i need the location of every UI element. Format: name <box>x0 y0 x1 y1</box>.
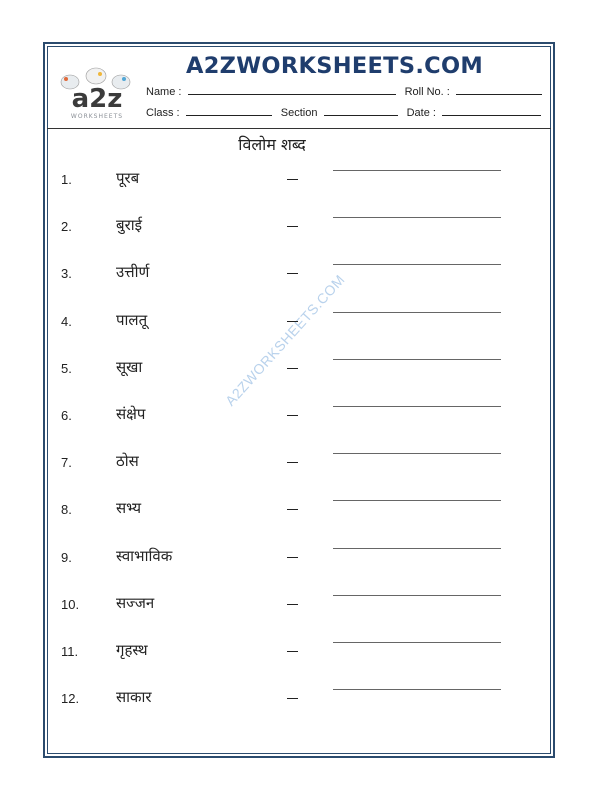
roll-field[interactable] <box>456 85 542 95</box>
answer-line[interactable] <box>333 453 501 454</box>
question-dash <box>287 509 298 510</box>
watermark: A2ZWORKSHEETS.COM <box>222 271 348 409</box>
question-word: साकार <box>116 688 152 707</box>
question-number: 8. <box>61 502 72 518</box>
question-number: 7. <box>61 455 72 471</box>
question-dash <box>287 273 298 274</box>
answer-line[interactable] <box>333 548 501 549</box>
question-dash <box>287 415 298 416</box>
site-title: A2ZWORKSHEETS.COM <box>186 53 484 79</box>
question-word: बुराई <box>116 216 142 235</box>
question-dash <box>287 604 298 605</box>
section-label: Section <box>280 107 318 119</box>
logo-tagline: WORKSHEETS <box>70 113 124 120</box>
question-word: ठोस <box>116 452 139 471</box>
question-word: पालतू <box>116 310 148 329</box>
header-divider <box>47 128 551 129</box>
question-dash <box>287 698 298 699</box>
question-number: 9. <box>61 549 72 565</box>
question-dash <box>287 462 298 463</box>
question-dash <box>287 179 298 180</box>
question-dash <box>287 368 298 369</box>
name-field[interactable] <box>188 85 396 95</box>
question-number: 3. <box>61 266 72 282</box>
question-number: 6. <box>61 408 72 423</box>
answer-line[interactable] <box>333 500 501 501</box>
question-word: सभ्य <box>116 499 142 518</box>
question-dash <box>287 557 298 558</box>
answer-line[interactable] <box>333 359 501 360</box>
question-word: उत्तीर्ण <box>116 263 150 282</box>
question-word: सज्जन <box>116 593 155 612</box>
date-field[interactable] <box>442 106 541 116</box>
class-label: Class : <box>146 107 180 119</box>
class-field[interactable] <box>186 106 272 116</box>
logo-text: a2z <box>71 84 123 114</box>
question-word: गृहस्थ <box>116 641 148 659</box>
worksheet-title-wrap <box>0 133 600 155</box>
answer-line[interactable] <box>333 642 501 643</box>
answer-line[interactable] <box>333 217 501 218</box>
date-label: Date : <box>406 107 436 119</box>
worksheet-title: विलोम शब्द <box>238 135 306 154</box>
answer-line[interactable] <box>333 312 501 313</box>
question-word: संक्षेप <box>116 405 146 423</box>
question-word: सूखा <box>116 357 143 376</box>
roll-label: Roll No. : <box>404 86 450 98</box>
question-dash <box>287 651 298 652</box>
question-number: 1. <box>61 172 72 187</box>
question-word: पूरब <box>116 169 140 187</box>
question-word: स्वाभाविक <box>116 546 173 565</box>
question-number: 4. <box>61 313 72 329</box>
question-dash <box>287 226 298 227</box>
answer-line[interactable] <box>333 406 501 407</box>
question-number: 10. <box>61 596 80 612</box>
answer-line[interactable] <box>333 595 501 596</box>
question-number: 11. <box>61 644 79 659</box>
class-section-date-row <box>146 106 541 119</box>
answer-line[interactable] <box>333 689 501 690</box>
question-dash <box>287 321 298 322</box>
name-roll-row <box>146 85 542 98</box>
answer-line[interactable] <box>333 170 501 171</box>
section-field[interactable] <box>324 106 398 116</box>
answer-line[interactable] <box>333 264 501 265</box>
name-label: Name : <box>146 86 182 98</box>
question-number: 5. <box>61 360 72 376</box>
question-number: 2. <box>61 219 72 235</box>
a2z-logo <box>56 66 138 120</box>
question-number: 12. <box>61 691 80 707</box>
